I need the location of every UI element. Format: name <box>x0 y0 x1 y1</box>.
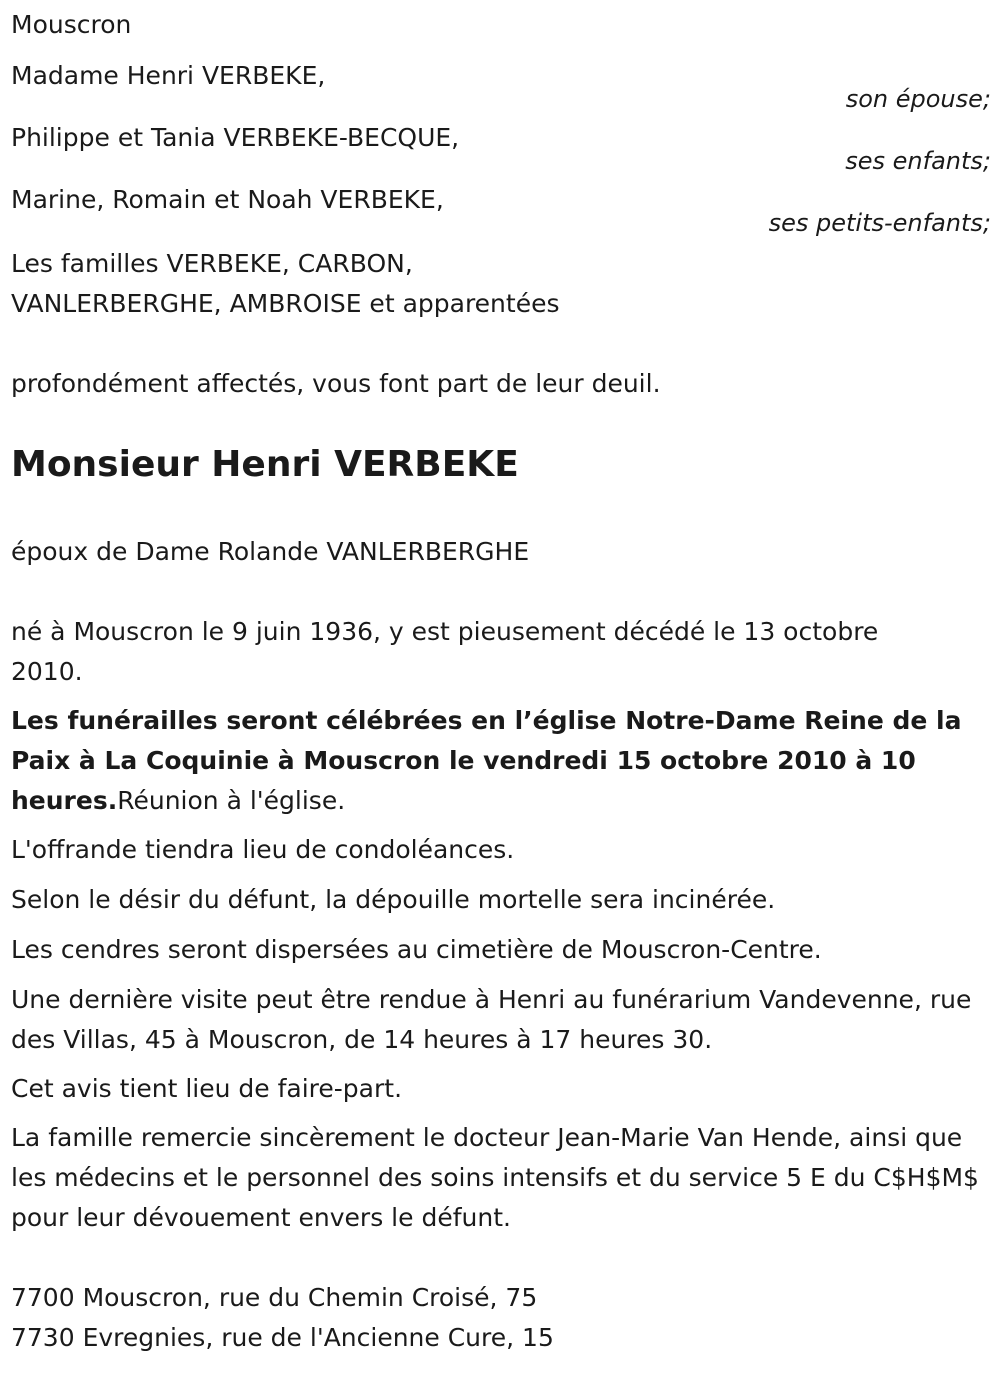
birth-death-text: né à Mouscron le 9 juin 1936, y est pieusement décédé le 13 octobre 2010. <box>11 617 879 686</box>
family-role: ses enfants; <box>845 147 991 175</box>
cremation-text: Selon le désir du défunt, la dépouille mortelle sera incinérée. <box>11 885 776 914</box>
funeral-paragraph <box>11 701 976 821</box>
visit-text: Une dernière visite peut être rendue à Henri au funérarium Vandevenne, rue des Villas, 45 à Mouscron, de 14 heures à 17 heures 30. <box>11 985 972 1054</box>
address-line: 7730 Evregnies, rue de l'Ancienne Cure, 15 <box>11 1323 554 1352</box>
city-heading: Mouscron <box>11 10 132 39</box>
family-name: Madame Henri VERBEKE, <box>11 61 326 90</box>
deceased-name: Monsieur Henri VERBEKE <box>11 444 519 485</box>
ashes-text: Les cendres seront dispersées au cimetière de Mouscron-Centre. <box>11 935 822 964</box>
address-line: 7700 Mouscron, rue du Chemin Croisé, 75 <box>11 1283 538 1312</box>
notice-text: Cet avis tient lieu de faire-part. <box>11 1074 403 1103</box>
family-entry-grandchildren <box>11 180 991 243</box>
families-line: VANLERBERGHE, AMBROISE et apparentées <box>11 289 560 318</box>
family-role: son épouse; <box>845 85 991 113</box>
family-entry-children <box>11 118 991 181</box>
family-role: ses petits-enfants; <box>768 209 991 237</box>
spouse-text: époux de Dame Rolande VANLERBERGHE <box>11 537 530 566</box>
offering-text: L'offrande tiendra lieu de condoléances. <box>11 835 515 864</box>
funeral-meeting: Réunion à l'église. <box>117 786 346 815</box>
thanks-text: La famille remercie sincèrement le docteur Jean-Marie Van Hende, ainsi que les médecins et le personnel des soins intensifs et du service 5 E du C$H$M$ pour leur dévouement envers le défunt. <box>11 1123 979 1232</box>
families-line: Les familles VERBEKE, CARBON, <box>11 249 413 278</box>
announcement-text: profondément affectés, vous font part de leur deuil. <box>11 369 661 398</box>
family-entry-spouse <box>11 56 991 119</box>
funeral-details: Les funérailles seront célébrées en l’église Notre-Dame Reine de la Paix à La Coquinie à Mouscron le vendredi 15 octobre 2010 à 10 heures. <box>11 706 962 815</box>
family-name: Marine, Romain et Noah VERBEKE, <box>11 185 444 214</box>
family-name: Philippe et Tania VERBEKE-BECQUE, <box>11 123 460 152</box>
